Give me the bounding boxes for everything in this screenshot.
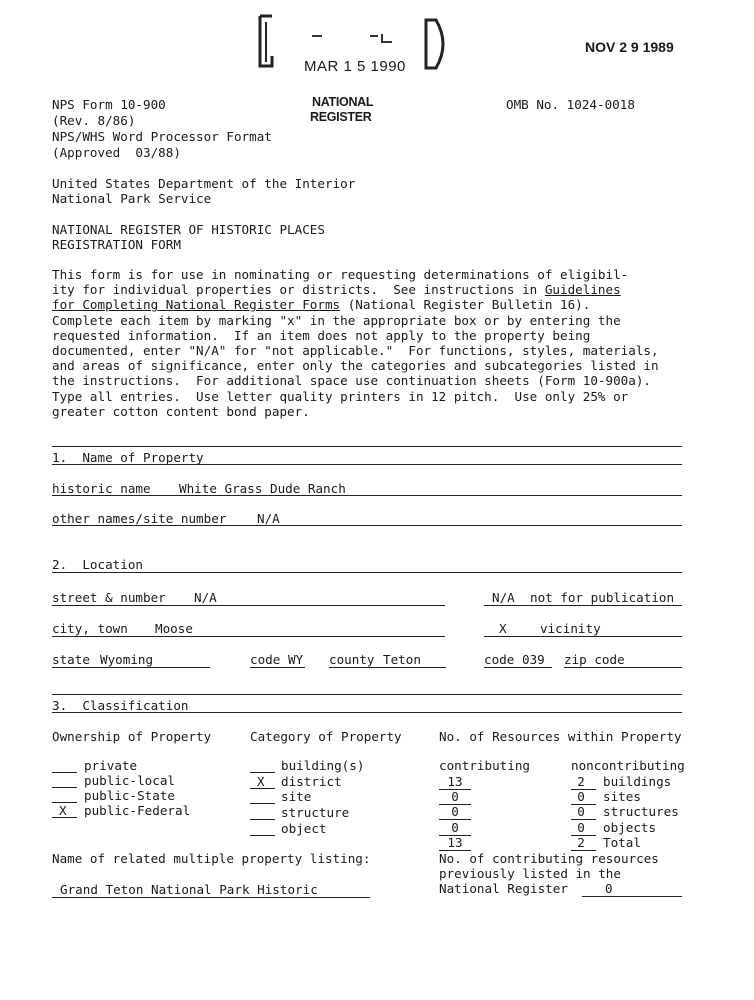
ownership-heading: Ownership of Property — [52, 729, 212, 744]
vicinity-mark: X — [499, 621, 507, 636]
checkbox-blank[interactable] — [250, 788, 275, 789]
checkbox-blank[interactable] — [250, 835, 275, 836]
previously-listed-l2: previously listed in the — [439, 866, 621, 881]
vicinity-label: vicinity — [540, 621, 601, 636]
form-format: NPS/WHS Word Processor Format — [52, 129, 272, 144]
county-value: Teton — [383, 652, 421, 667]
checkbox-blank[interactable] — [52, 787, 77, 788]
form-approved: (Approved 03/88) — [52, 145, 181, 160]
field-rule — [564, 667, 682, 668]
contributing-buildings: 13 — [447, 774, 463, 789]
other-names-label: other names/site number — [52, 511, 227, 526]
instructions-line: for Completing National Register Forms (National Register Bulletin 16). — [52, 297, 591, 313]
instructions — [52, 267, 692, 419]
county-code-value: 039 — [522, 652, 545, 667]
contributing-total: 13 — [447, 835, 463, 850]
previously-listed-l3: National Register — [439, 881, 568, 896]
city-value: Moose — [155, 621, 193, 636]
historic-name-value: White Grass Dude Ranch — [179, 481, 346, 496]
ownership-public-state-label: public-State — [84, 788, 175, 803]
instructions-line: requested information. If an item does not apply to the property being — [52, 327, 591, 343]
previously-listed-value: 0 — [605, 881, 613, 896]
resource-buildings-label: buildings — [603, 774, 672, 789]
field-rule — [250, 667, 305, 668]
category-buildings-label: building(s) — [281, 758, 365, 773]
noncontributing-buildings: 2 — [577, 774, 585, 789]
ownership-public-federal-mark: X — [59, 803, 67, 818]
section1-heading: 1. Name of Property — [52, 450, 204, 465]
guidelines-link: Guidelines — [544, 282, 621, 298]
checkbox-blank[interactable] — [52, 817, 77, 818]
contributing-heading: contributing — [439, 758, 530, 773]
section-rule — [52, 572, 682, 573]
instructions-line: the instructions. For additional space use continuation sheets (Form 10-900a). — [52, 373, 651, 389]
street-label: street & number — [52, 590, 166, 605]
ownership-public-local-label: public-local — [84, 773, 175, 788]
zip-code-label: zip code — [564, 652, 625, 667]
agency: National Park Service — [52, 191, 212, 206]
instructions-line: documented, enter "N/A" for "not applicable." For functions, styles, materials, — [52, 343, 659, 359]
section-rule — [52, 446, 682, 447]
received-date: MAR 1 5 1990 — [304, 58, 406, 75]
department: United States Department of the Interior — [52, 176, 356, 191]
ownership-public-federal-label: public-Federal — [84, 803, 191, 818]
instructions-line: and areas of significance, enter only the categories and subcategories listed in — [52, 358, 659, 374]
field-rule — [484, 636, 682, 637]
section2-heading: 2. Location — [52, 557, 143, 572]
resource-total-label: Total — [603, 835, 641, 850]
guidelines-title: for Completing National Register Forms — [52, 297, 341, 313]
state-code-label: code — [250, 652, 281, 667]
field-rule — [52, 667, 210, 668]
field-rule — [329, 667, 446, 668]
field-rule — [52, 495, 682, 496]
checkbox-blank[interactable] — [250, 819, 275, 820]
category-site-label: site — [281, 789, 312, 804]
noncontributing-heading: noncontributing — [571, 758, 685, 773]
other-names-value: N/A — [257, 511, 280, 526]
section-rule — [52, 694, 682, 695]
state-label: state — [52, 652, 90, 667]
noncontributing-sites: 0 — [577, 789, 585, 804]
noncontributing-objects: 0 — [577, 820, 585, 835]
form-number: NPS Form 10-900 — [52, 97, 166, 112]
checkbox-blank[interactable] — [250, 803, 275, 804]
checkbox-blank[interactable] — [250, 772, 275, 773]
section3-heading: 3. Classification — [52, 698, 189, 713]
national-register-stamp-l1: NATIONAL — [312, 95, 374, 109]
historic-name-label: historic name — [52, 481, 151, 496]
national-register-stamp-l2: REGISTER — [310, 110, 372, 124]
category-heading: Category of Property — [250, 729, 402, 744]
field-rule — [52, 464, 682, 465]
field-rule — [52, 525, 682, 526]
field-rule — [484, 605, 682, 606]
instructions-line: Type all entries. Use letter quality printers in 12 pitch. Use only 25% or — [52, 388, 629, 404]
ownership-private-label: private — [84, 758, 138, 773]
category-district-label: district — [281, 774, 342, 789]
checkbox-blank[interactable] — [52, 772, 77, 773]
resource-objects-label: objects — [603, 820, 657, 835]
multiple-property-value: Grand Teton National Park Historic — [60, 882, 318, 897]
field-rule — [582, 896, 682, 897]
field-rule — [52, 897, 370, 898]
nov-date-stamp: NOV 2 9 1989 — [585, 39, 674, 55]
omb-number: OMB No. 1024-0018 — [506, 97, 635, 112]
form-subtitle: REGISTRATION FORM — [52, 237, 181, 252]
resource-sites-label: sites — [603, 789, 641, 804]
state-value: Wyoming — [100, 652, 154, 667]
resource-structures-label: structures — [603, 804, 679, 819]
county-code-label: code — [484, 652, 515, 667]
category-object-label: object — [281, 821, 327, 836]
instructions-line: Complete each item by marking "x" in the appropriate box or by entering the — [52, 312, 621, 328]
field-rule — [52, 636, 445, 637]
multiple-property-label: Name of related multiple property listing: — [52, 851, 371, 866]
contributing-structures: 0 — [451, 804, 459, 819]
instructions-line: ity for individual properties or districts. See instructions in Guidelines — [52, 282, 621, 298]
previously-listed-l1: No. of contributing resources — [439, 851, 659, 866]
category-district-mark: X — [257, 774, 265, 789]
instructions-line: This form is for use in nominating or requesting determinations of eligibil- — [52, 267, 629, 282]
state-code-value: WY — [288, 652, 304, 667]
field-rule — [484, 667, 552, 668]
contributing-objects: 0 — [451, 820, 459, 835]
resources-heading: No. of Resources within Property — [439, 729, 682, 744]
street-value: N/A — [194, 590, 217, 605]
section-rule — [52, 712, 682, 713]
not-for-publication-value: N/A — [492, 590, 515, 605]
instructions-line: greater cotton content bond paper. — [52, 403, 310, 419]
contributing-sites: 0 — [451, 789, 459, 804]
field-rule — [52, 605, 445, 606]
noncontributing-structures: 0 — [577, 804, 585, 819]
city-label: city, town — [52, 621, 128, 636]
form-revision: (Rev. 8/86) — [52, 113, 136, 128]
not-for-publication-label: not for publication — [530, 590, 675, 605]
county-label: county — [329, 652, 375, 667]
form-title: NATIONAL REGISTER OF HISTORIC PLACES — [52, 222, 325, 237]
noncontributing-total: 2 — [577, 835, 585, 850]
category-structure-label: structure — [281, 805, 350, 820]
